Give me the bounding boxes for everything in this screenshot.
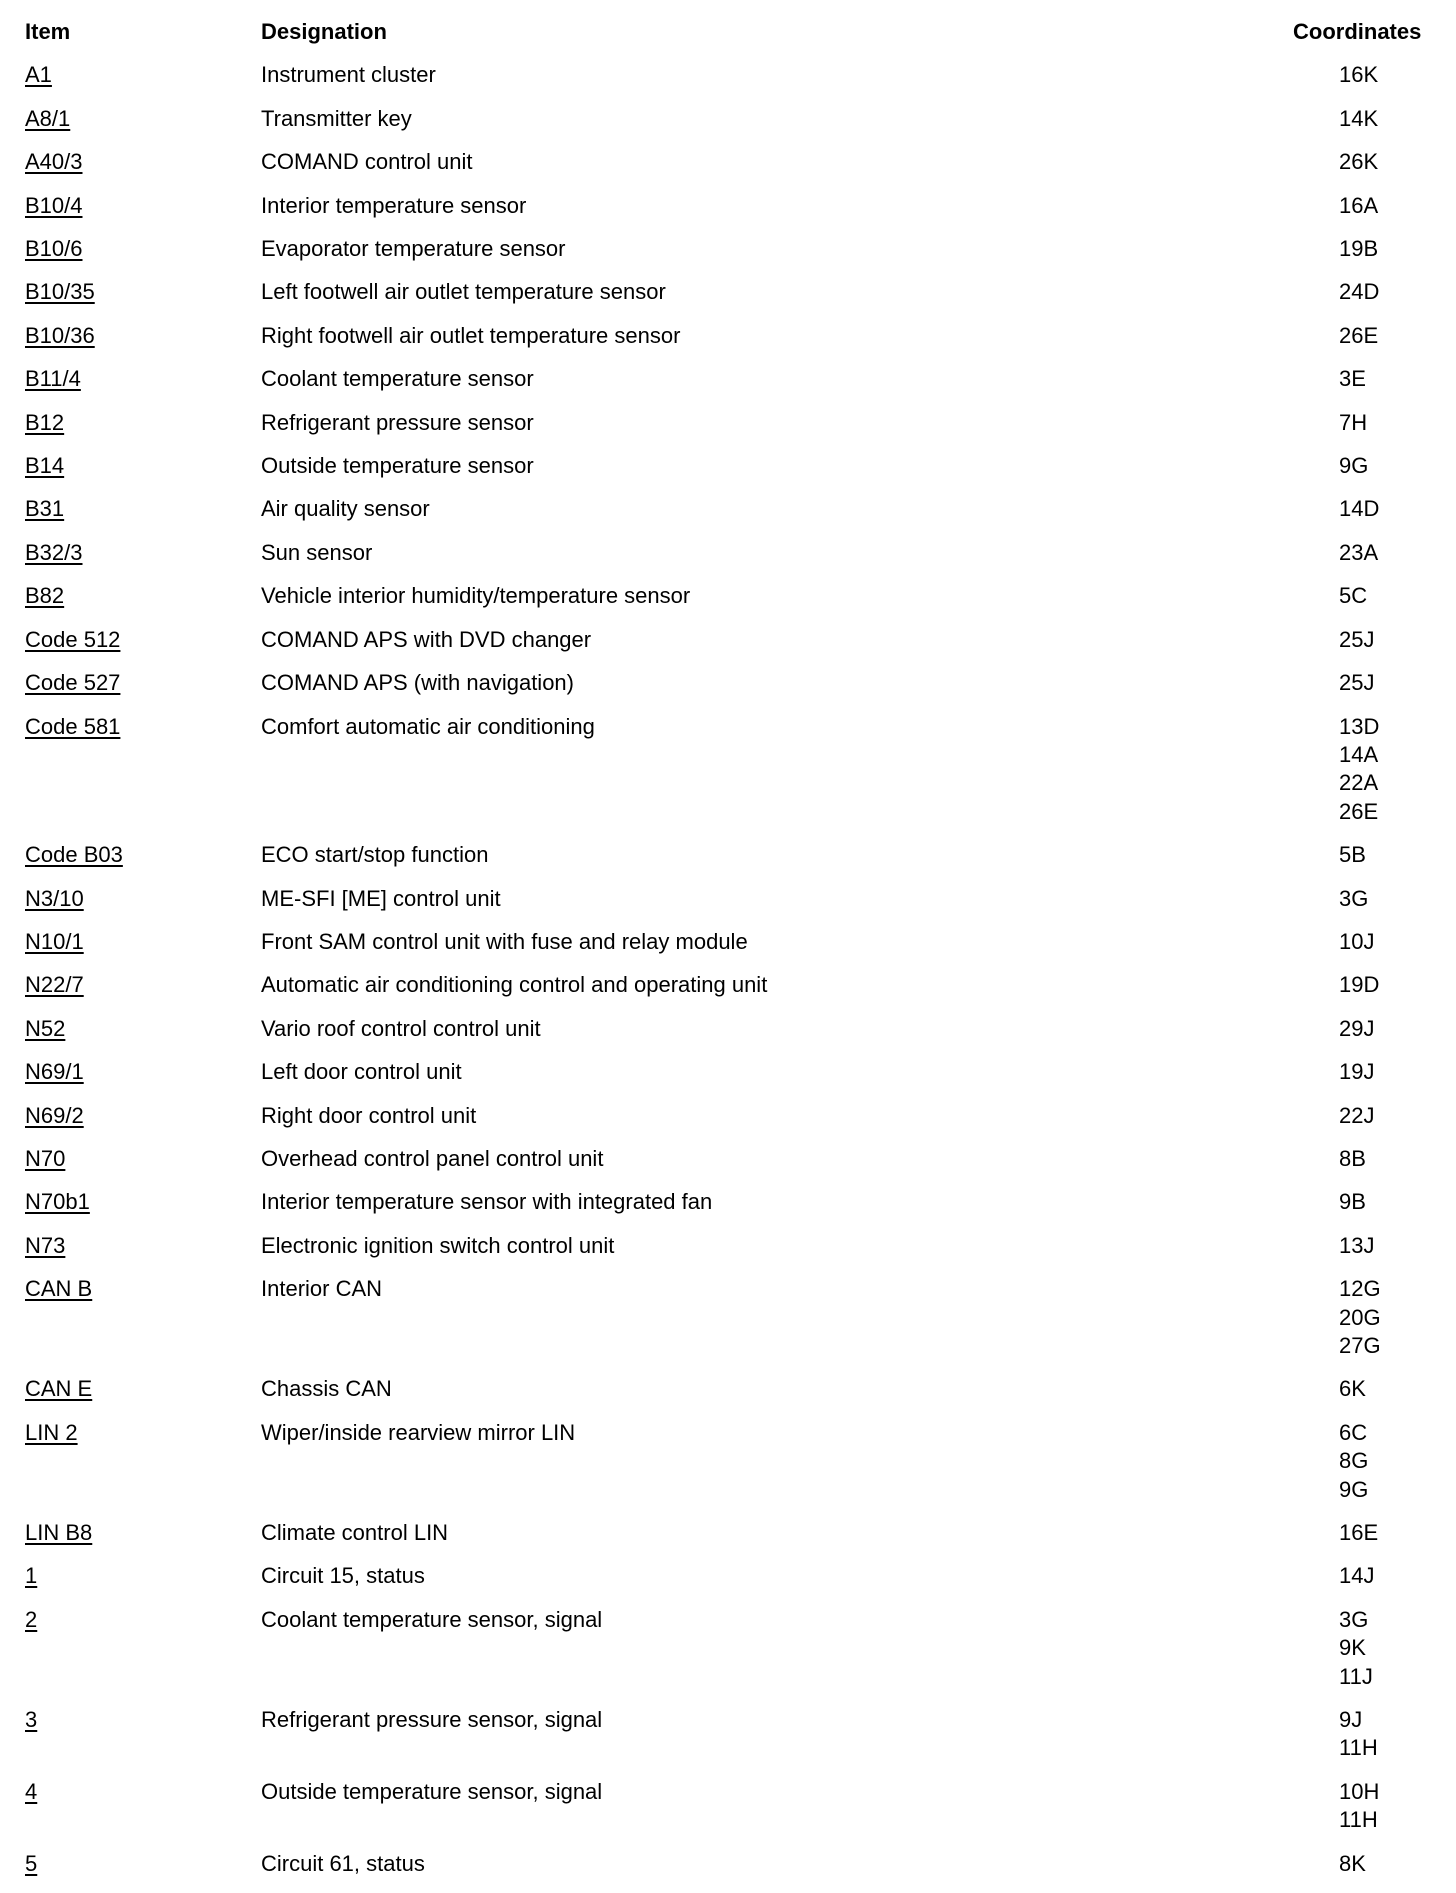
designation: Chassis CAN <box>261 1376 392 1402</box>
table-row <box>0 322 1456 365</box>
coordinate-value: 12G <box>1339 1276 1381 1302</box>
table-row <box>0 1519 1456 1562</box>
coordinates <box>1339 1145 1456 1173</box>
coordinates <box>1339 235 1456 263</box>
item-link[interactable]: 2 <box>25 1606 38 1632</box>
item-link[interactable]: LIN 2 <box>25 1419 78 1445</box>
table-row <box>0 1232 1456 1275</box>
designation: Interior temperature sensor <box>261 192 527 218</box>
table-row <box>0 885 1456 928</box>
coordinate-value: 29J <box>1339 1015 1375 1041</box>
designation: ECO start/stop function <box>261 842 489 868</box>
coordinates <box>1339 1015 1456 1043</box>
designation: Coolant temperature sensor, signal <box>261 1606 603 1632</box>
coordinates <box>1339 1850 1456 1878</box>
coordinate-value: 22J <box>1339 1102 1375 1128</box>
designation: Circuit 15, status <box>261 1563 425 1589</box>
item-link[interactable]: B14 <box>25 453 65 479</box>
table-row <box>0 495 1456 538</box>
designation: Vehicle interior humidity/temperature sensor <box>261 583 691 609</box>
coordinates <box>1339 841 1456 869</box>
designation: Interior temperature sensor with integrated fan <box>261 1189 713 1215</box>
table-row <box>0 1375 1456 1418</box>
item-link[interactable]: Code B03 <box>25 842 123 868</box>
coordinates <box>1339 1102 1456 1130</box>
coordinate-value: 26K <box>1339 149 1379 175</box>
table-row <box>0 148 1456 191</box>
item-link[interactable]: A8/1 <box>25 105 71 131</box>
designation: Sun sensor <box>261 539 373 565</box>
coordinates <box>1339 1419 1456 1504</box>
designation: Outside temperature sensor <box>261 453 534 479</box>
item-link[interactable]: N10/1 <box>25 928 84 954</box>
item-link[interactable]: A40/3 <box>25 149 83 175</box>
table-row <box>0 235 1456 278</box>
coordinate-value: 16E <box>1339 1520 1379 1546</box>
coordinates <box>1339 1778 1456 1835</box>
coordinate-value: 24D <box>1339 279 1380 305</box>
coordinate-value: 3E <box>1339 366 1366 392</box>
coordinates <box>1339 105 1456 133</box>
coordinate-value: 7H <box>1339 409 1368 435</box>
table-row <box>0 539 1456 582</box>
coordinates <box>1339 278 1456 306</box>
table-row <box>0 1058 1456 1101</box>
item-link[interactable]: B10/36 <box>25 322 95 348</box>
designation: Climate control LIN <box>261 1520 449 1546</box>
designation: Front SAM control unit with fuse and relay module <box>261 928 748 954</box>
coordinate-value: 26E <box>1339 322 1379 348</box>
table-row <box>0 105 1456 148</box>
table-row <box>0 1145 1456 1188</box>
coordinate-value: 9J <box>1339 1707 1363 1733</box>
item-link[interactable]: B31 <box>25 496 65 522</box>
coordinate-value: 3G <box>1339 1606 1369 1632</box>
table-row <box>0 1102 1456 1145</box>
designation: Left footwell air outlet temperature sensor <box>261 279 666 305</box>
item-link[interactable]: N69/1 <box>25 1059 84 1085</box>
designation: COMAND control unit <box>261 149 473 175</box>
item-link[interactable]: Code 527 <box>25 670 121 696</box>
coordinate-value: 14K <box>1339 105 1379 131</box>
coordinates <box>1339 669 1456 697</box>
coordinates <box>1339 1375 1456 1403</box>
designation: Evaporator temperature sensor <box>261 236 566 262</box>
table-row <box>0 1706 1456 1778</box>
item-link[interactable]: 5 <box>25 1850 38 1876</box>
coordinate-value: 11J <box>1339 1663 1373 1689</box>
coordinates <box>1339 1058 1456 1086</box>
coordinate-value: 14D <box>1339 496 1380 522</box>
item-link[interactable]: CAN B <box>25 1276 93 1302</box>
coordinates <box>1339 626 1456 654</box>
item-link[interactable]: A1 <box>25 62 52 88</box>
coordinate-value: 19D <box>1339 972 1380 998</box>
coordinates <box>1339 1275 1456 1360</box>
coordinate-value: 25J <box>1339 670 1375 696</box>
designation: Outside temperature sensor, signal <box>261 1778 603 1804</box>
table-row <box>0 669 1456 712</box>
coordinates <box>1339 1232 1456 1260</box>
designation: Right footwell air outlet temperature sensor <box>261 322 681 348</box>
table-row <box>0 1850 1456 1893</box>
designation: Interior CAN <box>261 1276 383 1302</box>
coordinates <box>1339 1562 1456 1590</box>
coordinate-value: 19J <box>1339 1059 1375 1085</box>
item-link[interactable]: B10/35 <box>25 279 95 305</box>
item-link[interactable]: 3 <box>25 1707 38 1733</box>
table-row <box>0 1275 1456 1375</box>
header-coordinates: Coordinates <box>1293 19 1422 44</box>
coordinate-value: 6K <box>1339 1376 1366 1402</box>
designation: ME-SFI [ME] control unit <box>261 885 501 911</box>
coordinate-value: 9G <box>1339 1476 1369 1502</box>
table-row <box>0 365 1456 408</box>
item-link[interactable]: B10/4 <box>25 192 83 218</box>
coordinate-value: 8B <box>1339 1145 1366 1171</box>
coordinate-value: 3G <box>1339 885 1369 911</box>
designation: Coolant temperature sensor <box>261 366 534 392</box>
item-link[interactable]: N3/10 <box>25 885 84 911</box>
coordinate-value: 13D <box>1339 713 1380 739</box>
designation: Right door control unit <box>261 1102 477 1128</box>
coordinate-value: 6C <box>1339 1419 1368 1445</box>
table-row <box>0 278 1456 321</box>
designation: Automatic air conditioning control and operating unit <box>261 972 768 998</box>
coordinates <box>1339 1519 1456 1547</box>
coordinate-value: 25J <box>1339 626 1375 652</box>
coordinate-value: 8G <box>1339 1448 1369 1474</box>
table-row <box>0 452 1456 495</box>
designation: Transmitter key <box>261 105 412 131</box>
coordinates <box>1339 452 1456 480</box>
table-row <box>0 841 1456 884</box>
item-link[interactable]: B12 <box>25 409 65 435</box>
coordinate-value: 11H <box>1339 1807 1378 1833</box>
coordinate-value: 14A <box>1339 741 1379 767</box>
coordinate-value: 5C <box>1339 583 1368 609</box>
designation: COMAND APS (with navigation) <box>261 670 574 696</box>
coordinate-value: 9G <box>1339 453 1369 479</box>
coordinate-value: 22A <box>1339 770 1379 796</box>
table-row <box>0 192 1456 235</box>
table-row <box>0 713 1456 842</box>
item-link[interactable]: B10/6 <box>25 236 83 262</box>
coordinate-value: 11H <box>1339 1735 1378 1761</box>
coordinate-value: 9K <box>1339 1635 1366 1661</box>
coordinate-value: 19B <box>1339 236 1379 262</box>
table-row <box>0 1188 1456 1231</box>
legend-table <box>0 18 1456 1893</box>
coordinates <box>1339 971 1456 999</box>
coordinate-value: 23A <box>1339 539 1379 565</box>
coordinates <box>1339 928 1456 956</box>
table-header <box>0 18 1456 61</box>
coordinates <box>1339 409 1456 437</box>
header-item: Item <box>25 19 71 44</box>
item-link[interactable]: N70b1 <box>25 1189 90 1215</box>
designation: Air quality sensor <box>261 496 430 522</box>
table-row <box>0 582 1456 625</box>
table-row <box>0 971 1456 1014</box>
table-row <box>0 1778 1456 1850</box>
designation: Refrigerant pressure sensor, signal <box>261 1707 603 1733</box>
designation: Refrigerant pressure sensor <box>261 409 534 435</box>
item-link[interactable]: B11/4 <box>25 366 81 392</box>
coordinate-value: 10J <box>1339 928 1375 954</box>
table-row <box>0 1562 1456 1605</box>
coordinate-value: 16K <box>1339 62 1379 88</box>
item-link[interactable]: N69/2 <box>25 1102 84 1128</box>
coordinates <box>1339 148 1456 176</box>
designation: Vario roof control control unit <box>261 1015 541 1041</box>
coordinate-value: 14J <box>1339 1563 1375 1589</box>
coordinates <box>1339 582 1456 610</box>
item-link[interactable]: CAN E <box>25 1376 93 1402</box>
designation: Overhead control panel control unit <box>261 1145 604 1171</box>
coordinate-value: 13J <box>1339 1232 1375 1258</box>
coordinate-value: 16A <box>1339 192 1379 218</box>
item-link[interactable]: N73 <box>25 1232 66 1258</box>
item-link[interactable]: 4 <box>25 1778 38 1804</box>
table-row <box>0 928 1456 971</box>
table-row <box>0 1015 1456 1058</box>
item-link[interactable]: LIN B8 <box>25 1520 93 1546</box>
item-link[interactable]: B82 <box>25 583 65 609</box>
designation: Instrument cluster <box>261 62 436 88</box>
coordinates <box>1339 322 1456 350</box>
coordinate-value: 9B <box>1339 1189 1366 1215</box>
designation: Comfort automatic air conditioning <box>261 713 595 739</box>
coordinate-value: 20G <box>1339 1304 1381 1330</box>
table-row <box>0 61 1456 104</box>
item-link[interactable]: N52 <box>25 1015 66 1041</box>
coordinate-value: 26E <box>1339 798 1379 824</box>
coordinate-value: 8K <box>1339 1850 1366 1876</box>
coordinates <box>1339 1606 1456 1691</box>
item-link[interactable]: Code 512 <box>25 626 121 652</box>
item-link[interactable]: N70 <box>25 1145 66 1171</box>
coordinates <box>1339 61 1456 89</box>
item-link[interactable]: B32/3 <box>25 539 83 565</box>
coordinates <box>1339 1188 1456 1216</box>
designation: COMAND APS with DVD changer <box>261 626 592 652</box>
coordinates <box>1339 539 1456 567</box>
table-row <box>0 1606 1456 1706</box>
item-link[interactable]: Code 581 <box>25 713 121 739</box>
coordinate-value: 5B <box>1339 842 1366 868</box>
table-row <box>0 626 1456 669</box>
item-link[interactable]: N22/7 <box>25 972 84 998</box>
coordinates <box>1339 1706 1456 1763</box>
designation: Left door control unit <box>261 1059 462 1085</box>
coordinates <box>1339 495 1456 523</box>
table-row <box>0 409 1456 452</box>
table-row <box>0 1419 1456 1519</box>
coordinate-value: 27G <box>1339 1333 1381 1358</box>
designation: Circuit 61, status <box>261 1850 425 1876</box>
coordinates <box>1339 885 1456 913</box>
coordinates <box>1339 713 1456 827</box>
designation: Wiper/inside rearview mirror LIN <box>261 1419 576 1445</box>
coordinates <box>1339 365 1456 393</box>
coordinate-value: 10H <box>1339 1778 1380 1804</box>
designation: Electronic ignition switch control unit <box>261 1232 615 1258</box>
coordinates <box>1339 192 1456 220</box>
table-body <box>0 61 1456 1893</box>
item-link[interactable]: 1 <box>25 1563 38 1589</box>
header-designation: Designation <box>261 19 387 44</box>
